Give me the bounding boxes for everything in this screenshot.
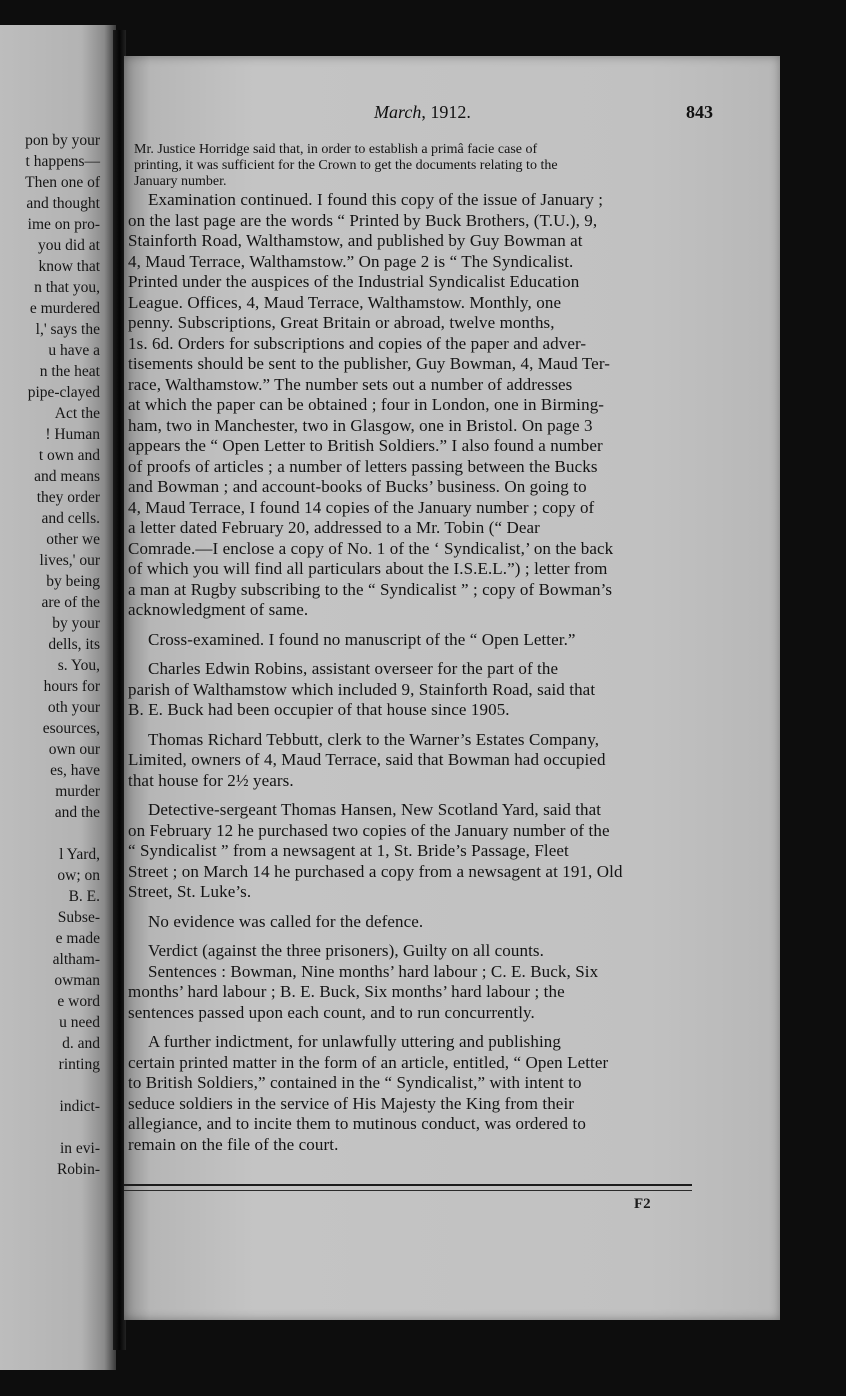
left-page-line: by your bbox=[52, 615, 100, 632]
left-page-line: n that you, bbox=[34, 279, 100, 296]
left-page-line: know that bbox=[38, 258, 100, 275]
body-line: 4, Maud Terrace, I found 14 copies of the January number ; copy of bbox=[128, 497, 595, 517]
body-line: certain printed matter in the form of an article, entitled, “ Open Letter bbox=[128, 1052, 609, 1072]
body-line: a letter dated February 20, addressed to a Mr. Tobin (“ Dear bbox=[128, 518, 540, 537]
left-page-line: t own and bbox=[38, 447, 100, 464]
left-page-line: indict- bbox=[59, 1098, 100, 1115]
left-page-line: Act the bbox=[54, 405, 100, 422]
body-line: “ Syndicalist ” from a newsagent at 1, St. Bride’s Passage, Fleet bbox=[128, 841, 569, 860]
left-page-line: e made bbox=[55, 930, 100, 947]
body-line: at which the paper can be obtained ; four in London, one in Birming- bbox=[128, 395, 605, 414]
left-page-line: in evi- bbox=[59, 1140, 100, 1157]
left-page-line: ime on pro- bbox=[27, 216, 100, 233]
left-page-line: e word bbox=[57, 993, 100, 1010]
footer-rule-secondary bbox=[124, 1190, 692, 1191]
body-line: ham, two in Manchester, two in Glasgow, one in Bristol. On page 3 bbox=[128, 415, 593, 435]
left-page-line: murder bbox=[55, 783, 100, 800]
body-line: a man at Rugby subscribing to the “ Syndicalist ” ; copy of Bowman’s bbox=[128, 579, 613, 599]
body-line: Limited, owners of 4, Maud Terrace, said that Bowman had occupied bbox=[128, 750, 606, 769]
left-page-line: rinting bbox=[58, 1056, 100, 1073]
body-line: of which you will find all particulars about the I.S.E.L.”) ; letter from bbox=[128, 559, 608, 578]
right-page bbox=[124, 56, 780, 1320]
body-line: remain on the file of the court. bbox=[128, 1134, 339, 1154]
header-month: March bbox=[374, 102, 422, 122]
body-line: printing, it was sufficient for the Crown to get the documents relating to the bbox=[134, 158, 558, 173]
body-line: penny. Subscriptions, Great Britain or abroad, twelve months, bbox=[128, 313, 555, 332]
body-line: Stainforth Road, Walthamstow, and published by Guy Bowman at bbox=[128, 231, 583, 250]
left-page-line: t happens— bbox=[25, 153, 100, 170]
left-page-line: dells, its bbox=[48, 636, 100, 653]
left-page-line: owman bbox=[54, 972, 100, 989]
left-page-line: they order bbox=[36, 489, 100, 506]
left-page-line: Subse- bbox=[57, 909, 100, 926]
left-page-line: are of the bbox=[41, 594, 100, 611]
body-line: Street ; on March 14 he purchased a copy from a newsagent at 191, Old bbox=[128, 861, 623, 881]
header-year: , 1912. bbox=[421, 102, 471, 122]
body-line: Street, St. Luke’s. bbox=[128, 882, 252, 901]
body-line: Mr. Justice Horridge said that, in order to establish a primâ facie case of bbox=[134, 142, 538, 157]
left-facing-page bbox=[0, 25, 116, 1370]
left-page-line: own our bbox=[48, 741, 100, 758]
left-page-line: d. and bbox=[62, 1035, 100, 1052]
left-page-line: Then one of bbox=[25, 174, 100, 191]
body-line: Cross-examined. I found no manuscript of the “ Open Letter.” bbox=[148, 629, 576, 649]
running-header bbox=[374, 102, 471, 123]
left-page-line: and means bbox=[34, 468, 100, 485]
body-line: allegiance, and to incite them to mutinous conduct, was ordered to bbox=[128, 1114, 586, 1133]
left-page-line: l,' says the bbox=[35, 321, 100, 338]
body-line: race, Walthamstow.” The number sets out a number of addresses bbox=[128, 374, 573, 394]
body-line: tisements should be sent to the publisher, Guy Bowman, 4, Maud Ter- bbox=[128, 354, 611, 373]
body-line: acknowledgment of same. bbox=[128, 600, 309, 619]
left-page-line: n the heat bbox=[39, 363, 100, 380]
left-page-line: s. You, bbox=[57, 657, 100, 674]
body-line: 4, Maud Terrace, Walthamstow.” On page 2 is “ The Syndicalist. bbox=[128, 251, 574, 271]
left-page-line: u have a bbox=[48, 342, 100, 359]
body-line: on the last page are the words “ Printed by Buck Brothers, (T.U.), 9, bbox=[128, 210, 598, 230]
signature-mark: F2 bbox=[634, 1196, 651, 1212]
body-line: Printed under the auspices of the Industrial Syndicalist Education bbox=[128, 272, 580, 291]
body-line: and Bowman ; and account-books of Bucks’ business. On going to bbox=[128, 477, 587, 496]
footer-rule bbox=[124, 1184, 692, 1186]
body-line: months’ hard labour ; B. E. Buck, Six months’ hard labour ; the bbox=[128, 982, 565, 1001]
body-line: seduce soldiers in the service of His Majesty the King from their bbox=[128, 1093, 575, 1113]
left-page-line: pon by your bbox=[25, 132, 100, 149]
body-line: sentences passed upon each count, and to run concurrently. bbox=[128, 1002, 535, 1022]
left-page-line: es, have bbox=[50, 762, 100, 779]
left-page-line: by being bbox=[46, 573, 100, 590]
body-line: appears the “ Open Letter to British Soldiers.” I also found a number bbox=[128, 436, 603, 455]
left-page-line: and thought bbox=[26, 195, 100, 212]
left-page-line: oth your bbox=[47, 699, 100, 716]
body-line: No evidence was called for the defence. bbox=[148, 911, 424, 931]
left-page-line: altham- bbox=[52, 951, 100, 968]
body-line: Verdict (against the three prisoners), Guilty on all counts. bbox=[148, 941, 544, 960]
left-page-line: esources, bbox=[42, 720, 100, 737]
left-page-line: l Yard, bbox=[59, 846, 100, 863]
page-number: 843 bbox=[686, 102, 713, 122]
left-page-line: and cells. bbox=[41, 510, 100, 527]
body-line: Comrade.—I enclose a copy of No. 1 of the ‘ Syndicalist,’ on the back bbox=[128, 538, 614, 558]
left-page-line: pipe-clayed bbox=[27, 384, 100, 401]
body-line: A further indictment, for unlawfully uttering and publishing bbox=[148, 1032, 561, 1051]
body-line: of proofs of articles ; a number of letters passing between the Bucks bbox=[128, 456, 598, 476]
left-page-line: ow; on bbox=[57, 867, 100, 884]
left-page-line: ! Human bbox=[45, 426, 100, 443]
left-page-line: and the bbox=[54, 804, 100, 821]
body-line: League. Offices, 4, Maud Terrace, Walthamstow. Monthly, one bbox=[128, 292, 562, 312]
left-page-line: Robin- bbox=[56, 1161, 100, 1178]
left-page-line: hours for bbox=[43, 678, 100, 695]
left-page-line: e murdered bbox=[29, 300, 100, 317]
body-line: B. E. Buck had been occupier of that house since 1905. bbox=[128, 700, 510, 719]
body-line: January number. bbox=[134, 174, 227, 189]
left-page-line: B. E. bbox=[68, 888, 100, 905]
left-page-line: other we bbox=[46, 531, 100, 548]
body-line: Thomas Richard Tebbutt, clerk to the Warner’s Estates Company, bbox=[148, 729, 600, 749]
body-line: 1s. 6d. Orders for subscriptions and copies of the paper and adver- bbox=[128, 333, 587, 353]
body-line: Detective-sergeant Thomas Hansen, New Scotland Yard, said that bbox=[148, 800, 602, 819]
left-page-line: lives,' our bbox=[39, 552, 100, 569]
body-line: Examination continued. I found this copy of the issue of January ; bbox=[148, 190, 604, 209]
left-page-line: u need bbox=[59, 1014, 100, 1031]
body-line: that house for 2½ years. bbox=[128, 770, 294, 790]
body-line: Sentences : Bowman, Nine months’ hard labour ; C. E. Buck, Six bbox=[148, 961, 599, 981]
left-page-line: you did at bbox=[38, 237, 100, 254]
body-line: on February 12 he purchased two copies of the January number of the bbox=[128, 820, 610, 840]
body-line: to British Soldiers,” contained in the “ Syndicalist,” with intent to bbox=[128, 1073, 582, 1092]
body-line: Charles Edwin Robins, assistant overseer for the part of the bbox=[148, 659, 559, 678]
body-line: parish of Walthamstow which included 9, Stainforth Road, said that bbox=[128, 679, 596, 699]
